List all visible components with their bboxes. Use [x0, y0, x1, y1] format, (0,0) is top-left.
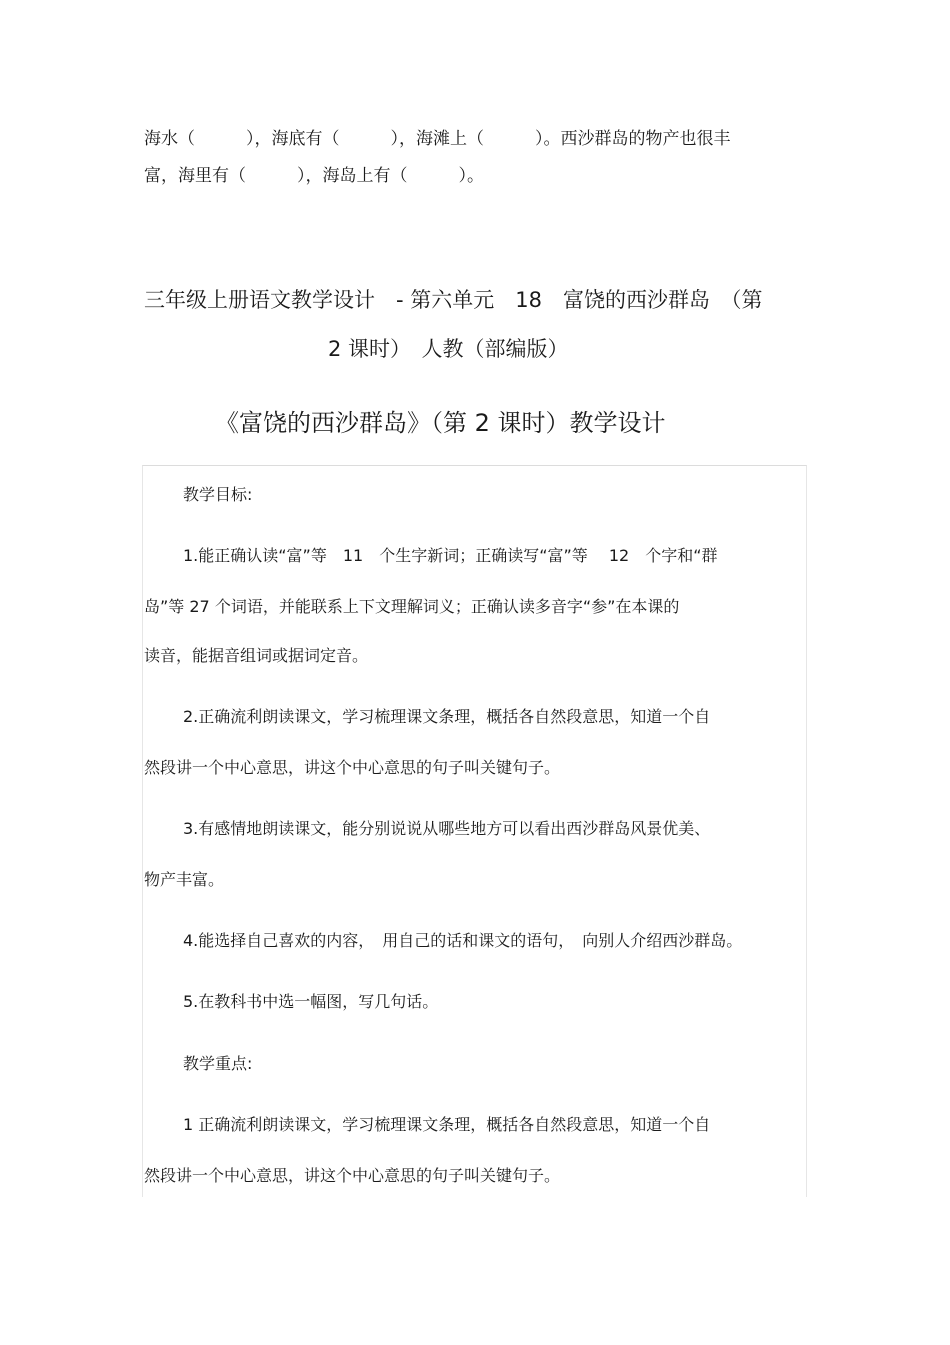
intro-line-2: 富，海里有（ ），海岛上有（ ）。: [144, 166, 484, 186]
goal-3-line-2: 物产丰富。: [144, 870, 225, 889]
goal-4: 4.能选择自己喜欢的内容， 用自己的话和课文的语句， 向别人介绍西沙群岛。: [183, 931, 743, 950]
focus-1-line-2: 然段讲一个中心意思，讲这个中心意思的句子叫关键句子。: [144, 1166, 561, 1185]
goal-2-line-1: 2.正确流利朗读课文，学习梳理课文条理，概括各自然段意思，知道一个自: [183, 707, 711, 726]
focus-heading: 教学重点:: [183, 1054, 253, 1073]
goal-3-line-1: 3.有感情地朗读课文，能分别说说从哪些地方可以看出西沙群岛风景优美、: [183, 819, 711, 838]
goal-2-line-2: 然段讲一个中心意思，讲这个中心意思的句子叫关键句子。: [144, 758, 561, 777]
goal-5: 5.在教科书中选一幅图，写几句话。: [183, 992, 439, 1011]
intro-line-1: 海水（ ），海底有（ ），海滩上（ ）。西沙群岛的物产也很丰: [144, 129, 731, 149]
page-title-line-1: 三年级上册语文教学设计 - 第六单元 18 富饶的西沙群岛 （第: [144, 288, 763, 312]
goal-1-line-3: 读音，能据音组词或据词定音。: [144, 646, 369, 665]
focus-1-line-1: 1 正确流利朗读课文，学习梳理课文条理，概括各自然段意思，知道一个自: [183, 1115, 711, 1134]
goals-heading: 教学目标:: [183, 485, 253, 504]
goal-1-line-1: 1.能正确认读“富”等 11 个生字新词；正确读写“富”等 12 个字和“群: [183, 546, 718, 565]
goal-1-line-2: 岛”等 27 个词语，并能联系上下文理解词义；正确认读多音字“参”在本课的: [144, 597, 680, 616]
document-subtitle: 《富饶的西沙群岛》（第 2 课时）教学设计: [215, 409, 666, 437]
page-title-line-2: 2 课时） 人教（部编版）: [328, 337, 569, 361]
